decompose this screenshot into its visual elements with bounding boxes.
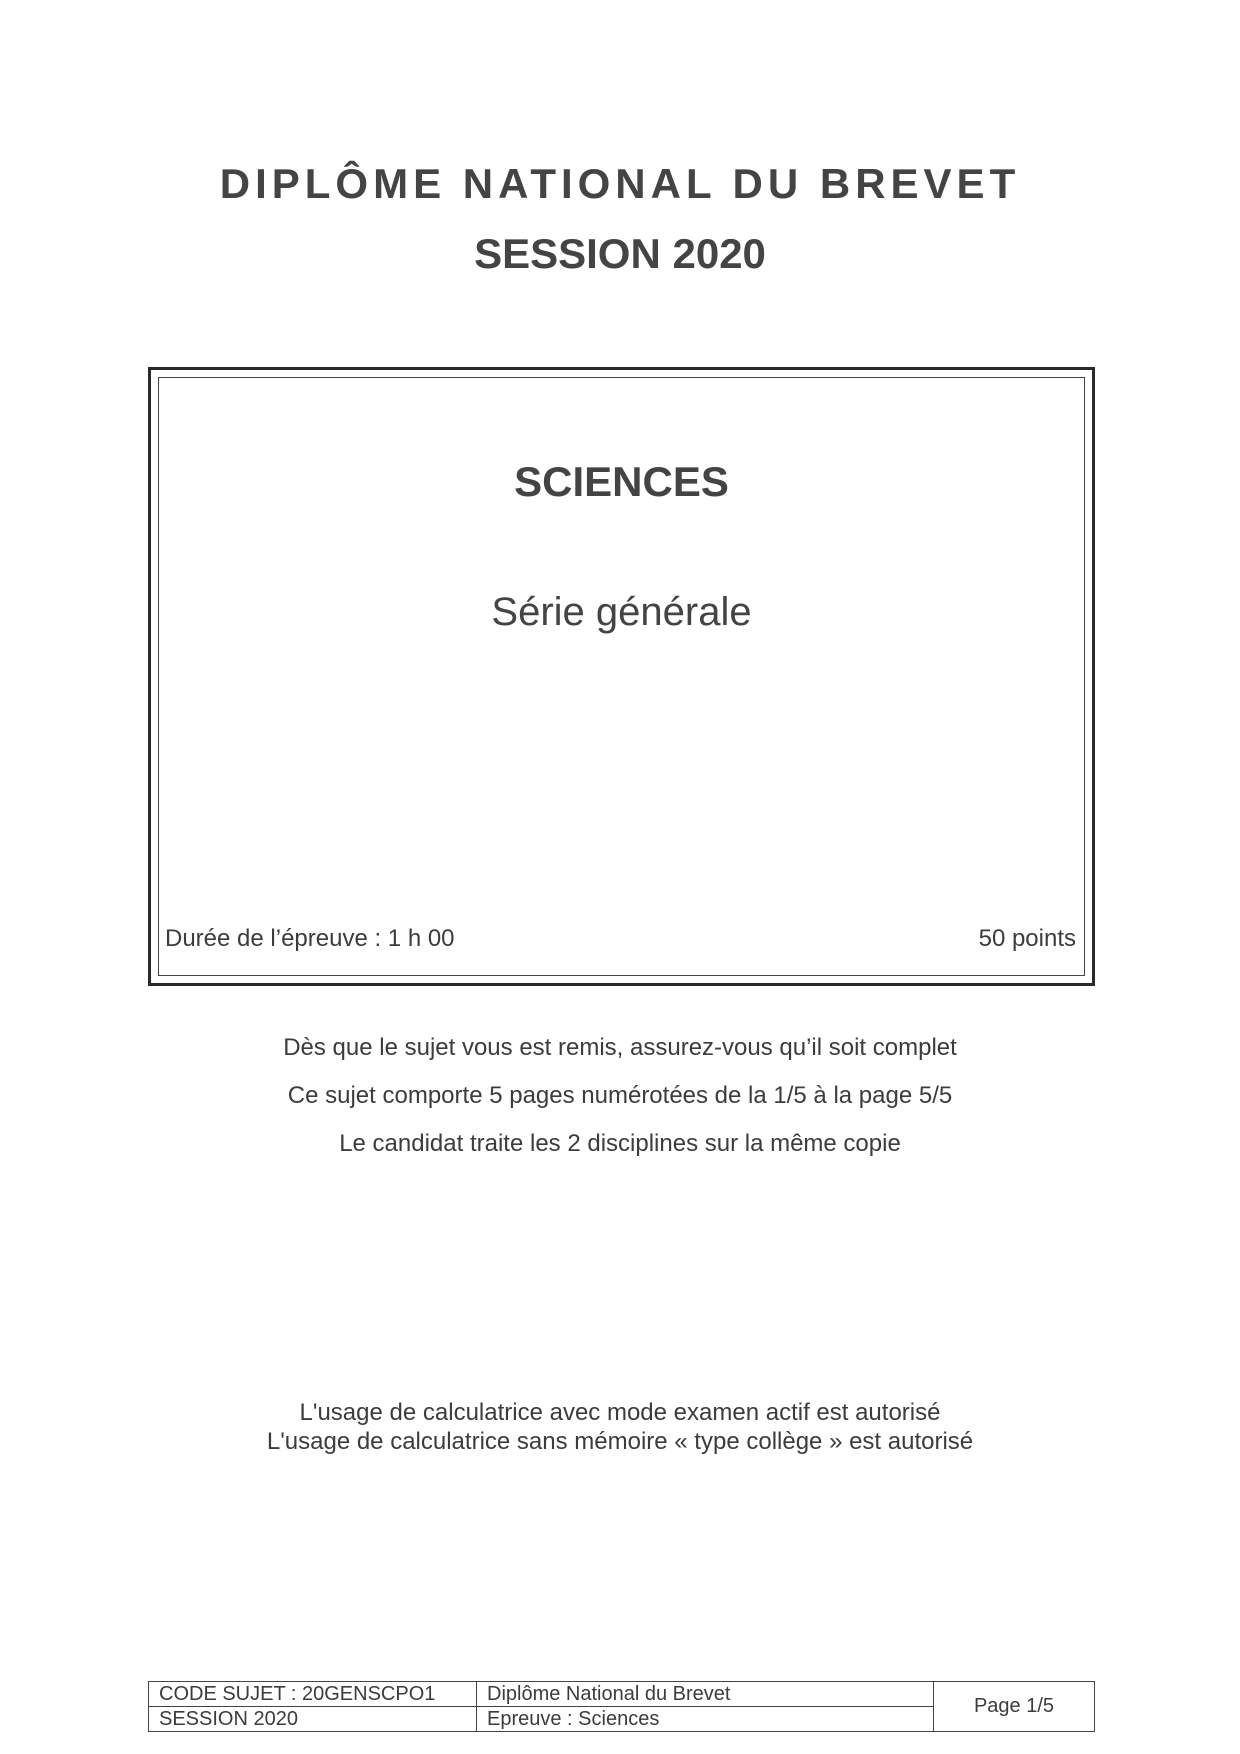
footer-diploma: Diplôme National du Brevet xyxy=(477,1682,934,1707)
instruction-line: Ce sujet comporte 5 pages numérotées de la 1/5 à la page 5/5 xyxy=(287,1082,953,1109)
footer-page-number: Page 1/5 xyxy=(934,1682,1095,1732)
subject-series: Série générale xyxy=(491,590,752,634)
subject-box xyxy=(148,367,1095,986)
footer-exam: Epreuve : Sciences xyxy=(477,1707,934,1732)
exam-session: SESSION 2020 xyxy=(474,230,766,277)
footer-subject-code: CODE SUJET : 20GENSCPO1 xyxy=(149,1682,477,1707)
footer-row xyxy=(149,1682,1095,1707)
subject-box-inner-frame xyxy=(158,377,1085,976)
footer-session: SESSION 2020 xyxy=(149,1707,477,1732)
calculator-rule: L'usage de calculatrice avec mode examen actif est autorisé xyxy=(299,1399,941,1426)
instruction-line: Le candidat traite les 2 disciplines sur la même copie xyxy=(339,1130,901,1157)
exam-duration: Durée de l’épreuve : 1 h 00 xyxy=(165,925,455,952)
calculator-rule: L'usage de calculatrice sans mémoire « type collège » est autorisé xyxy=(266,1428,974,1455)
instruction-line: Dès que le sujet vous est remis, assurez-vous qu’il soit complet xyxy=(283,1034,957,1061)
subject-name: SCIENCES xyxy=(514,458,729,505)
exam-points: 50 points xyxy=(978,925,1076,952)
exam-title: DIPLÔME NATIONAL DU BREVET xyxy=(219,160,1021,207)
footer-table xyxy=(148,1681,1095,1732)
